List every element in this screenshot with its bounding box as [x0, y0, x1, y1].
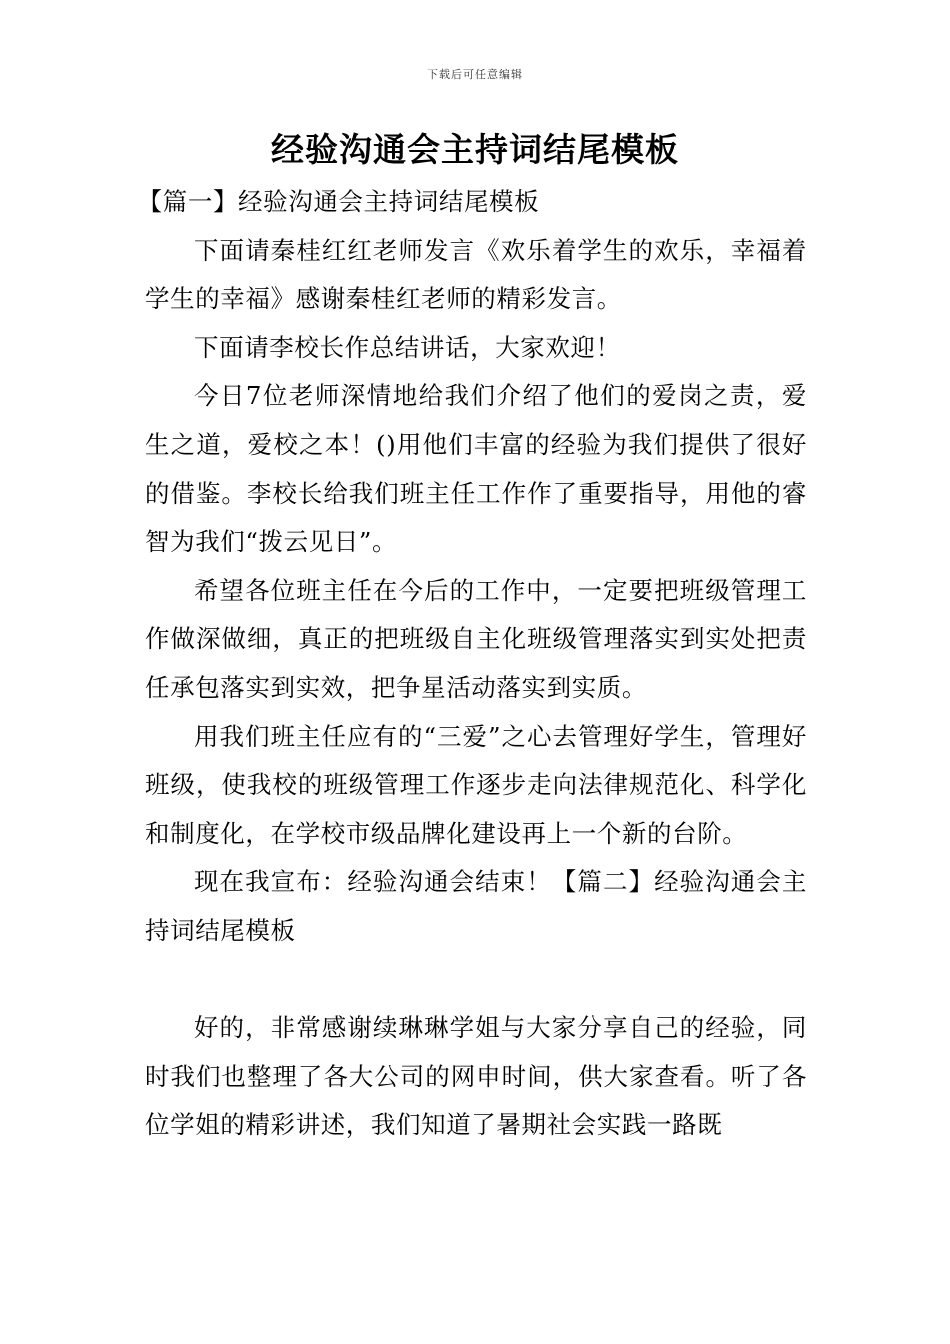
blank-line: [145, 956, 807, 1005]
paragraph: 今日7位老师深情地给我们介绍了他们的爱岗之责，爱生之道，爱校之本！()用他们丰富的经验为我们提供了很好的借鉴。李校长给我们班主任工作作了重要指导，用他的睿智为我们“拨云见日”。: [145, 381, 807, 557]
header-note: 下载后可任意编辑: [427, 68, 523, 81]
paragraph: 好的，非常感谢续琳琳学姐与大家分享自己的经验，同时我们也整理了各大公司的网申时间，供大家查看。听了各位学姐的精彩讲述，我们知道了暑期社会实践一路既: [145, 1013, 807, 1140]
paragraph: 希望各位班主任在今后的工作中，一定要把班级管理工作做深做细，真正的把班级自主化班级管理落实到实处把责任承包落实到实效，把争星活动落实到实质。: [145, 575, 807, 702]
document-body: [137, 178, 807, 1150]
paragraph: 下面请秦桂红红老师发言《欢乐着学生的欢乐，幸福着学生的幸福》感谢秦桂红老师的精彩发言。: [145, 235, 807, 314]
paragraph: 现在我宣布：经验沟通会结束！【篇二】经验沟通会主持词结尾模板: [145, 867, 807, 945]
paragraph: 下面请李校长作总结讲话，大家欢迎！: [194, 332, 621, 362]
paragraph: 用我们班主任应有的“三爱”之心去管理好学生，管理好班级，使我校的班级管理工作逐步走向法律规范化、科学化和制度化，在学校市级品牌化建设再上一个新的台阶。: [145, 721, 807, 848]
section-heading: 【篇一】经验沟通会主持词结尾模板: [137, 187, 540, 216]
document-title: 经验沟通会主持词结尾模板: [271, 130, 679, 169]
